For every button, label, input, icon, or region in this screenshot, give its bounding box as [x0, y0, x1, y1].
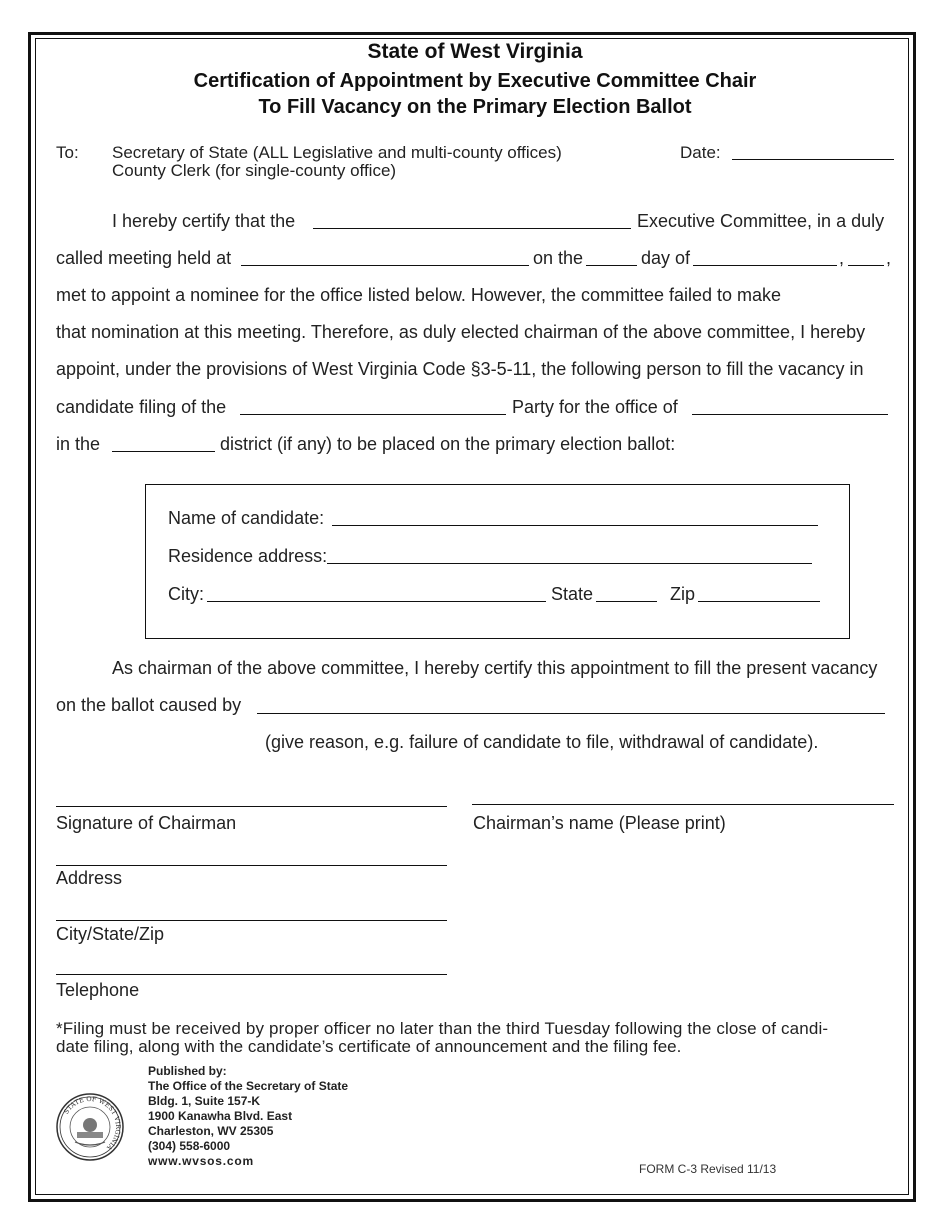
- cert-line1-start: I hereby certify that the: [112, 211, 296, 231]
- addressee-county-clerk: County Clerk (for single-county office): [112, 161, 397, 180]
- cert-comma-2: ,: [886, 248, 892, 268]
- date-field[interactable]: [732, 159, 894, 160]
- residence-label: Residence address:: [168, 546, 328, 566]
- office-field[interactable]: [692, 414, 888, 415]
- signature-line[interactable]: [56, 806, 447, 807]
- cert-line1-end: Executive Committee, in a duly: [637, 211, 885, 231]
- telephone-label: Telephone: [56, 980, 140, 1000]
- publisher-phone: (304) 558-6000: [148, 1139, 231, 1153]
- cert-line2-start: called meeting held at: [56, 248, 232, 268]
- city-field[interactable]: [207, 601, 546, 602]
- addressee-secretary: Secretary of State (ALL Legislative and multi-county offices): [112, 143, 562, 162]
- city-state-zip-label: City/State/Zip: [56, 924, 165, 944]
- cert-day-of: day of: [641, 248, 691, 268]
- party-field[interactable]: [240, 414, 506, 415]
- cert-line6-mid: Party for the office of: [512, 397, 678, 417]
- svg-text:STATE OF WEST VIRGINIA: STATE OF WEST VIRGINIA: [62, 1094, 123, 1152]
- vacancy-hint: (give reason, e.g. failure of candidate to file, withdrawal of candidate).: [265, 732, 819, 752]
- vacancy-reason-field[interactable]: [257, 713, 885, 714]
- form-id: FORM C-3 Revised 11/13: [639, 1162, 777, 1176]
- wv-seal-icon: [55, 1092, 125, 1162]
- publisher-website[interactable]: www.wvsos.com: [148, 1154, 254, 1168]
- meeting-year-field[interactable]: [848, 265, 884, 266]
- footnote-line2: date filing, along with the candidate’s certificate of announcement and the filing fee.: [56, 1037, 682, 1056]
- district-field[interactable]: [112, 451, 215, 452]
- cert-comma-1: ,: [839, 248, 845, 268]
- publisher-street: 1900 Kanawha Blvd. East: [148, 1109, 293, 1123]
- form-title-line1: Certification of Appointment by Executive Committee Chair: [193, 70, 757, 92]
- publisher-label: Published by:: [148, 1064, 227, 1078]
- cert-line6-start: candidate filing of the: [56, 397, 227, 417]
- zip-field[interactable]: [698, 601, 820, 602]
- committee-name-field[interactable]: [313, 228, 631, 229]
- to-label: To:: [56, 143, 79, 162]
- publisher-city: Charleston, WV 25305: [148, 1124, 274, 1138]
- vacancy-line1: As chairman of the above committee, I hereby certify this appointment to fill the present vacancy: [112, 658, 878, 678]
- cert-line7-start: in the: [56, 434, 101, 454]
- state-field[interactable]: [596, 601, 657, 602]
- candidate-name-label: Name of candidate:: [168, 508, 325, 528]
- state-heading: State of West Virginia: [367, 40, 583, 63]
- address-line[interactable]: [56, 865, 447, 866]
- footnote-line1: *Filing must be received by proper officer no later than the third Tuesday following the close of candi-: [56, 1019, 829, 1038]
- date-label: Date:: [680, 143, 721, 162]
- meeting-location-field[interactable]: [241, 265, 529, 266]
- cert-line4: that nomination at this meeting. Therefore, as duly elected chairman of the above committee, I hereby: [56, 322, 866, 342]
- state-label: State: [551, 584, 594, 604]
- telephone-line[interactable]: [56, 974, 447, 975]
- residence-field[interactable]: [327, 563, 812, 564]
- cert-line3: met to appoint a nominee for the office listed below. However, the committee failed to make: [56, 285, 782, 305]
- publisher-office: The Office of the Secretary of State: [148, 1079, 349, 1093]
- meeting-month-field[interactable]: [693, 265, 837, 266]
- meeting-day-field[interactable]: [586, 265, 637, 266]
- form-title-line2: To Fill Vacancy on the Primary Election Ballot: [258, 96, 692, 118]
- city-state-zip-line[interactable]: [56, 920, 447, 921]
- publisher-building: Bldg. 1, Suite 157-K: [148, 1094, 261, 1108]
- city-label: City:: [168, 584, 204, 604]
- cert-on-the: on the: [533, 248, 584, 268]
- cert-line5: appoint, under the provisions of West Virginia Code §3-5-11, the following person to fill the vacancy in: [56, 359, 864, 379]
- cert-line7-end: district (if any) to be placed on the primary election ballot:: [220, 434, 676, 454]
- candidate-name-field[interactable]: [332, 525, 818, 526]
- address-label: Address: [56, 868, 123, 888]
- chairman-name-line[interactable]: [472, 804, 894, 805]
- chairman-name-label: Chairman’s name (Please print): [473, 813, 726, 833]
- vacancy-line2: on the ballot caused by: [56, 695, 242, 715]
- signature-label: Signature of Chairman: [56, 813, 237, 833]
- zip-label: Zip: [670, 584, 696, 604]
